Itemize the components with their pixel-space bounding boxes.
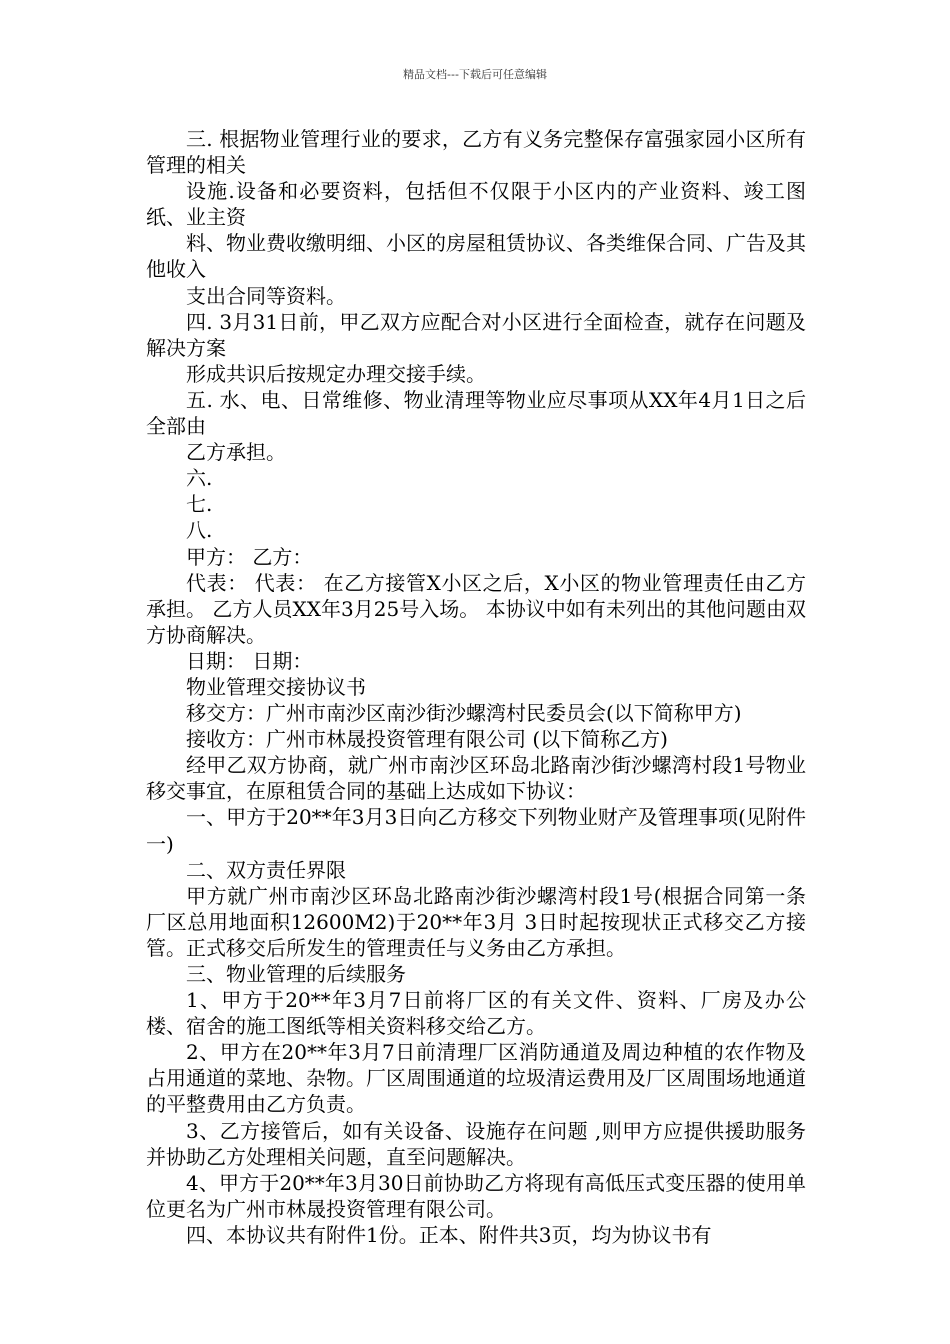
paragraph: 二、双方责任界限 bbox=[186, 857, 346, 882]
paragraph: 2、甲方在20**年3月7日前清理厂区消防通道及周边种植的农作物及占用通道的菜地、杂物。厂区周围通道的垃圾清运费用及厂区周围场地通道的平整费用由乙方负责。 bbox=[146, 1040, 806, 1117]
paragraph: 3、乙方接管后，如有关设备、设施存在问题 ,则甲方应提供援助服务并协助乙方处理相关问题，直至问题解决。 bbox=[146, 1118, 806, 1169]
paragraph: 甲方就广州市南沙区环岛北路南沙街沙螺湾村段1号(根据合同第一条厂区总用地面积12600M2)于20**年3月 3日时起按现状正式移交乙方接管。正式移交后所发生的管理责任与义务由乙方承担。 bbox=[146, 883, 806, 960]
paragraph: 乙方承担。 bbox=[186, 440, 286, 465]
paragraph: 日期： 日期： bbox=[186, 648, 313, 673]
paragraph: 移交方：广州市南沙区南沙街沙螺湾村民委员会(以下简称甲方) bbox=[186, 701, 742, 726]
paragraph-title: 物业管理交接协议书 bbox=[186, 674, 366, 699]
paragraph: 甲方： 乙方： bbox=[186, 544, 313, 569]
paragraph: 三. 根据物业管理行业的要求，乙方有义务完整保存富强家园小区所有管理的相关 bbox=[146, 127, 806, 178]
paragraph: 形成共识后按规定办理交接手续。 bbox=[186, 361, 486, 386]
paragraph: 一、甲方于20**年3月3日向乙方移交下列物业财产及管理事项(见附件一) bbox=[146, 805, 806, 856]
paragraph: 六. bbox=[186, 466, 213, 491]
paragraph: 五. 水、电、日常维修、物业清理等物业应尽事项从XX年4月1日之后全部由 bbox=[146, 387, 806, 439]
paragraph: 料、物业费收缴明细、小区的房屋租赁协议、各类维保合同、广告及其他收入 bbox=[146, 231, 806, 282]
paragraph: 三、物业管理的后续服务 bbox=[186, 962, 406, 986]
paragraph: 4、甲方于20**年3月30日前协助乙方将现有高低压式变压器的使用单位更名为广州市林晟投资管理有限公司。 bbox=[146, 1170, 806, 1221]
paragraph: 1、甲方于20**年3月7日前将厂区的有关文件、资料、厂房及办公楼、宿舍的施工图纸等相关资料移交给乙方。 bbox=[146, 988, 806, 1039]
paragraph: 经甲乙双方协商，就广州市南沙区环岛北路南沙街沙螺湾村段1号物业移交事宜，在原租赁合同的基础上达成如下协议： bbox=[146, 753, 806, 804]
document-body bbox=[146, 126, 806, 1248]
paragraph: 代表： 代表： 在乙方接管X小区之后，X小区的物业管理责任由乙方承担。 乙方人员XX年3月25号入场。 本协议中如有未列出的其他问题由双方协商解决。 bbox=[146, 570, 806, 647]
paragraph: 设施.设备和必要资料，包括但不仅限于小区内的产业资料、竣工图纸、业主资 bbox=[146, 179, 806, 230]
paragraph: 八. bbox=[186, 518, 213, 543]
paragraph: 四. 3月31日前，甲乙双方应配合对小区进行全面检查，就存在问题及解决方案 bbox=[146, 309, 806, 360]
paragraph: 四、本协议共有附件1份。正本、附件共3页，均为协议书有 bbox=[186, 1222, 712, 1247]
paragraph: 七. bbox=[186, 492, 213, 517]
paragraph: 支出合同等资料。 bbox=[186, 283, 346, 308]
page-header: 精品文档---下载后可任意编辑 bbox=[403, 68, 547, 81]
paragraph: 接收方：广州市林晟投资管理有限公司 (以下简称乙方) bbox=[186, 727, 668, 752]
